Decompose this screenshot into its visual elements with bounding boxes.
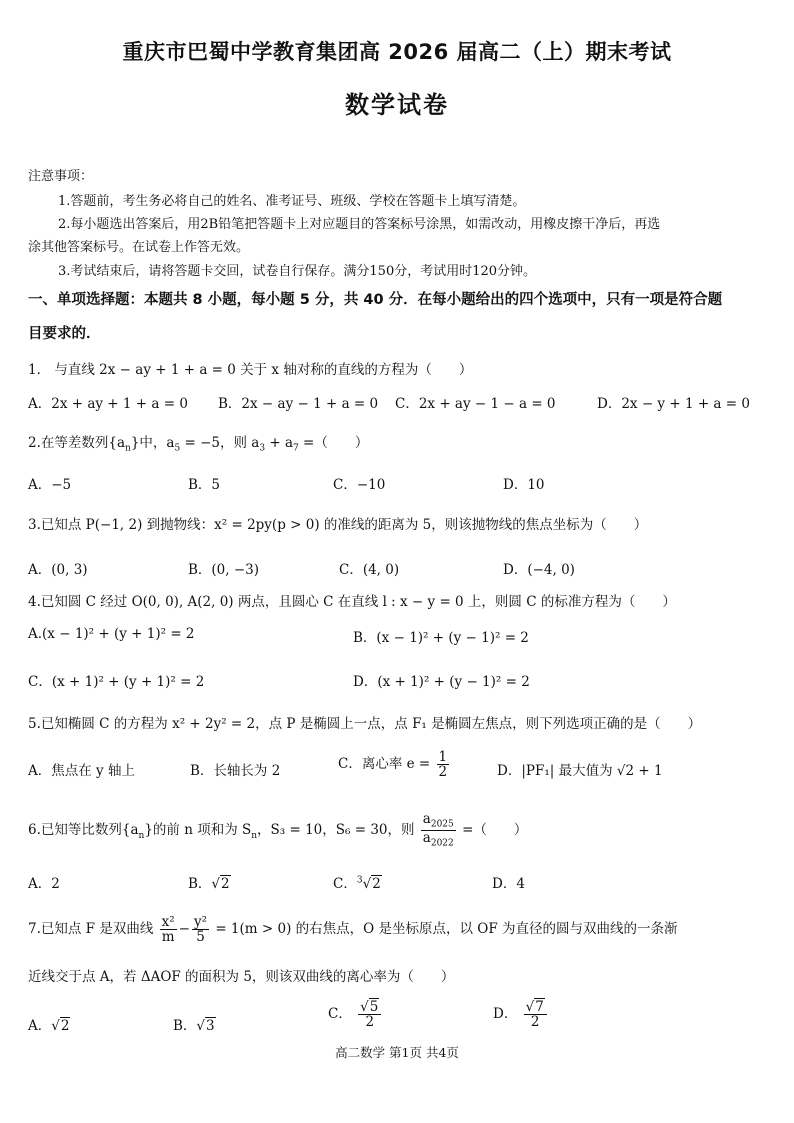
- exam-subject-title: 数学试卷: [345, 91, 449, 119]
- q6-c-idx: 3: [356, 875, 363, 886]
- q7-f2-num: y²: [193, 914, 208, 930]
- page-footer: 高二数学 第1页 共4页: [335, 1045, 459, 1060]
- q6-b-rad: 2: [221, 876, 230, 892]
- question-2-option-b: B．5: [188, 477, 221, 493]
- note-item-2-cont: 涂其他答案标号。在试卷上作答无效。: [28, 240, 250, 255]
- question-6-option-b: B．√2: [188, 876, 230, 892]
- q7-c-rad: 5: [369, 999, 379, 1015]
- q7-a-label: A．: [28, 1018, 52, 1034]
- q6-c-label: C．: [333, 876, 357, 892]
- question-5-stem: 5.已知椭圆 C 的方程为 x² + 2y² = 2，点 P 是椭圆上一点，点 F₁ 是椭圆左焦点，则下列选项正确的是（ ）: [28, 716, 702, 732]
- q7-minus: −: [178, 921, 190, 938]
- question-4-stem: 4.已知圆 C 经过 O(0, 0), A(2, 0) 两点，且圆心 C 在直线 l : x − y = 0 上，则圆 C 的标准方程为（ ）: [28, 594, 676, 610]
- note-item-2: 2.每小题选出答案后，用2B铅笔把答题卡上对应题目的答案标号涂黑，如需改动，用橡皮擦干净后，再选: [58, 217, 661, 232]
- question-3-option-a: A．(0, 3): [28, 562, 88, 578]
- question-1-option-a: A．2x + ay + 1 + a = 0: [28, 396, 188, 412]
- question-1-option-d: D．2x − y + 1 + a = 0: [597, 396, 750, 412]
- q7-b-rad: 3: [206, 1018, 215, 1034]
- q6-b-label: B．: [188, 876, 212, 892]
- q6-part: }的前 n 项和为 S: [144, 822, 252, 839]
- q5-c-label: C．离心率 e =: [338, 756, 431, 773]
- q7-c-den: 2: [365, 1014, 375, 1031]
- note-item-1: 1.答题前，考生务必将自己的姓名、准考证号、班级、学校在答题卡上填写清楚。: [58, 194, 526, 209]
- section-heading: 一、单项选择题：本题共 8 小题，每小题 5 分，共 40 分．在每小题给出的四个选项中，只有一项是符合题: [28, 292, 723, 308]
- q7-part: = 1(m > 0) 的右焦点，O 是坐标原点，以 OF 为直径的圆与双曲线的一条渐: [215, 921, 678, 938]
- q2-part: =（ ）: [298, 435, 369, 451]
- question-6-option-c: C．$^3$√2: [333, 875, 381, 892]
- question-7-option-a: A．√2: [28, 1018, 70, 1034]
- q7-f2-den: 5: [196, 929, 205, 946]
- question-7-option-c: C． $\frac{√5}{2}$: [328, 1000, 383, 1029]
- q7-part: 7.已知点 F 是双曲线: [28, 921, 154, 938]
- question-5-option-d: D．|PF₁| 最大值为 √2 + 1: [497, 763, 663, 779]
- q7-f1-num: x²: [161, 914, 175, 930]
- question-1-stem: 1． 与直线 2x − ay + 1 + a = 0 关于 x 轴对称的直线的方程为（ ）: [28, 362, 473, 378]
- q2-part: + a: [265, 435, 294, 451]
- q7-d-rad: 7: [535, 999, 544, 1015]
- q7-c-label: C．: [328, 1006, 352, 1023]
- q2-part: }中，a: [130, 435, 175, 451]
- exam-title: 重庆市巴蜀中学教育集团高 2026 届高二（上）期末考试: [122, 40, 672, 64]
- question-3-option-b: B．(0, −3): [188, 562, 260, 578]
- q6-frac-num-sub: 2025: [430, 819, 454, 830]
- q2-part: 2.在等差数列{a: [28, 435, 126, 451]
- q6-part: 6.已知等比数列{a: [28, 822, 139, 839]
- question-2-option-d: D．10: [503, 477, 545, 493]
- q5-c-den: 2: [438, 764, 448, 781]
- question-7-stem: [28, 915, 678, 944]
- question-7-stem-cont: 近线交于点 A，若 ΔAOF 的面积为 5，则该双曲线的离心率为（ ）: [28, 969, 455, 985]
- question-4-option-a: A.(x − 1)² + (y + 1)² = 2: [28, 626, 195, 642]
- q7-b-label: B．: [173, 1018, 197, 1034]
- question-3-stem: 3.已知点 P(−1, 2) 到抛物线：x² = 2py(p > 0) 的准线的距离为 5，则该抛物线的焦点坐标为（ ）: [28, 517, 648, 533]
- question-6-stem: 6.已知等比数列$\{a_n\}$的前 n 项和为 $S_n$，S₃ = 10，S₆ = 30，则 $\frac{a_{2025}}{a_{2022}}$ =（ ）: [28, 811, 528, 849]
- question-5-option-c: [338, 750, 451, 779]
- question-7-option-d: D． $\frac{√7}{2}$: [493, 1000, 549, 1029]
- q7-d-label: D．: [493, 1006, 518, 1023]
- notes-heading: 注意事项：: [28, 169, 94, 184]
- section-heading-cont: 目要求的．: [28, 326, 101, 342]
- q7-d-den: 2: [530, 1014, 540, 1031]
- q6-c-rad: 2: [372, 876, 381, 892]
- question-1-option-c: C．2x + ay − 1 − a = 0: [395, 396, 556, 412]
- question-6-option-a: A．2: [28, 876, 60, 892]
- q6-frac-den: a: [422, 830, 431, 847]
- question-2-option-a: A．−5: [28, 477, 72, 493]
- question-7-option-b: B．√3: [173, 1018, 215, 1034]
- q6-part: ，S₃ = 10，S₆ = 30，则: [257, 822, 415, 839]
- q5-c-num: 1: [438, 749, 448, 765]
- question-4-option-d: D．(x + 1)² + (y − 1)² = 2: [353, 674, 530, 690]
- q6-frac-num: a: [422, 811, 431, 827]
- q6-frac-den-sub: 2022: [430, 838, 454, 849]
- question-3-option-c: C．(4, 0): [339, 562, 400, 578]
- question-4-option-b: B．(x − 1)² + (y − 1)² = 2: [353, 630, 529, 646]
- question-1-option-b: B．2x − ay − 1 + a = 0: [218, 396, 379, 412]
- question-3-option-d: D．(−4, 0): [503, 562, 575, 578]
- note-item-3: 3.考试结束后，请将答题卡交回，试卷自行保存。满分150分，考试用时120分钟。: [58, 264, 537, 279]
- q2-part: = −5，则 a: [180, 435, 260, 451]
- question-5-option-b: B．长轴长为 2: [190, 763, 281, 779]
- question-5-option-a: A．焦点在 y 轴上: [28, 763, 135, 779]
- q7-f1-den: m: [161, 929, 175, 946]
- question-6-option-d: D．4: [492, 876, 525, 892]
- question-2-option-c: C．−10: [333, 477, 386, 493]
- question-2-stem: 2.在等差数列$\{a_n\}$中，$a_5 = -5$，则 $a_3 + a_7$ =（ ）: [28, 435, 369, 454]
- q7-a-rad: 2: [60, 1018, 70, 1034]
- question-4-option-c: C．(x + 1)² + (y + 1)² = 2: [28, 674, 205, 690]
- q6-part: =（ ）: [462, 822, 528, 839]
